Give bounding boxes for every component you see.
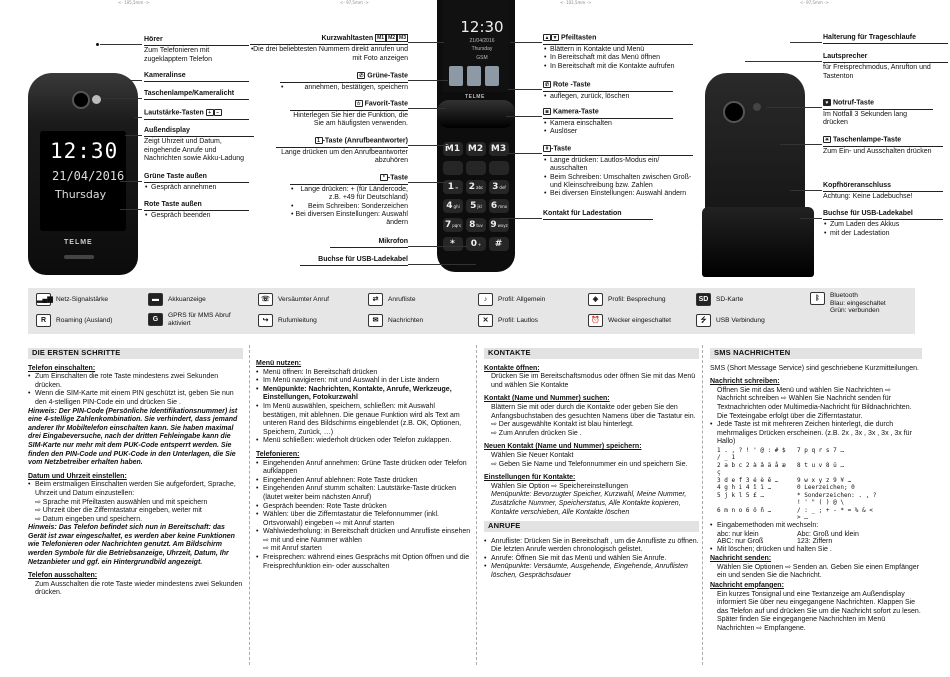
leader-line (745, 61, 822, 62)
arrow-up-icon: ▲ (544, 35, 550, 41)
leader-dot (96, 43, 99, 46)
leader-line (408, 42, 444, 43)
callout-mikrofon: Mikrofon (330, 238, 408, 249)
keypad-key[interactable]: M2 (466, 142, 486, 156)
leader-line (766, 107, 822, 108)
leader-line (125, 135, 142, 136)
speed-dial-photo (449, 66, 463, 86)
profile-meeting-icon: ◈ (588, 293, 603, 306)
legend-item: ᛒ Bluetooth Blau: eingeschaltet Grün: verbunden (810, 292, 886, 315)
callout-usb-buchse-right: Buchse für USB-Ladekabel • Zum Laden des Akkus • mit der Ladestation (823, 210, 943, 238)
callout-taschenlampe: Taschenlampe/Kameralicht (144, 90, 249, 101)
leader-line (506, 116, 542, 117)
brand-logo: TELME (64, 239, 93, 246)
column-divider (702, 345, 703, 665)
profile-silent-icon: ✕ (478, 314, 493, 327)
callout-pfeiltasten: ▲ ▼ Pfeiltasten • Blättern in Kontakte und Menü • In Bereitschaft mit das Menü öffnen • In Bereitschaft mit die Kontakte aufrufen (543, 34, 693, 71)
flashlight-icon: ☀ (824, 137, 830, 143)
subheading: Telefonieren: (256, 450, 300, 458)
voicemail-key-icon: 1 (315, 137, 323, 144)
keypad-key[interactable]: 0+ (466, 237, 486, 251)
roaming-icon: R (36, 314, 51, 327)
callout-usb-buchse-mid: Buchse für USB-Ladekabel (300, 256, 408, 267)
leader-line (134, 117, 142, 118)
outer-display-date: 21/04/2016 (52, 169, 125, 183)
legend-item: R Roaming (Ausland) (36, 314, 112, 327)
keypad-key[interactable]: 8tuv (466, 218, 486, 232)
callout-notruf-taste: ♥ Notruf-Taste Im Notfall 3 Sekunden lang drücken (823, 99, 933, 128)
bluetooth-icon: ᛒ (810, 292, 825, 305)
speed-dial-photo (485, 66, 499, 86)
leader-line (408, 145, 448, 146)
legend-item: ⇄ Anrufliste (368, 293, 416, 306)
callout-kopfhoerer: Kopfhöreranschluss Achtung: Keine Ladebuchse! (823, 182, 943, 202)
callout-aussendisplay: Außendisplay Zeigt Uhrzeit und Datum, eingehende Anrufe und Nachrichten sowie Akku-Ladung (144, 127, 254, 164)
leader-line (120, 209, 142, 210)
hinge (437, 100, 515, 128)
speed-dial-photo (467, 66, 481, 86)
leader-line (408, 264, 476, 265)
leader-line (790, 190, 822, 191)
call-list-icon: ⇄ (368, 293, 383, 306)
keypad-key[interactable]: M1 (443, 142, 463, 156)
battery-icon: ▬ (148, 293, 163, 306)
callout-kamera-taste: ◙ Kamera-Taste • Kamera einschalten • Auslöser (543, 108, 673, 137)
arrow-down-icon: ▼ (552, 35, 558, 41)
section-menue-telefonieren: Menü nutzen: • Menü öffnen: In Bereitschaft drücken • Im Menü navigieren: mit und Auswahl in der Liste ändern • Menüpunkte: Nachrichten, Kontakte, Anrufe, Werkzeuge, Einstellungen, Fotokurzwahl • Im Menü auswählen, speichern, schließen: mit Auswahl bestätigen, mit ablehnen. Die genaue Funktion wird als Text am unteren Rand des Bildschirms eingeblendet (z.B. OK, Optionen, Speichern, Zurück, …) • Menü schließen: wiederholt drücken oder Telefon zuklappen. Telefonieren: • Eingehenden Anruf annehmen: Grüne Taste drücken oder Telefon aufklappen • Eingehenden Anruf ablehnen: Rote Taste drücken • Eingehenden Anruf stumm schalten: Lautstärke-Taste drücken (läutet weiter beim nächsten Anruf) • Gespräch beenden: Rote Taste drücken • Wählen: über die Zifferntastatur die Telefonnummer (inkl. Ortsvorwahl) eingeben ⇨ mit Anruf starten • Wahlwiederholung: in Bereitschaft drücken und Anrufliste einsehen ⇨ mit und eine Nummer wählen ⇨ mit Anruf starten • Freisprechen: während eines Gesprächs mit Option öffnen und die Freisprechfunktion ein- oder ausschalten (256, 360, 471, 571)
phone-outer-view (28, 73, 138, 275)
legend-item: ▬ Akkuanzeige (148, 293, 206, 306)
usb-icon: ⭍ (696, 314, 711, 327)
heart-icon: ♥ (823, 99, 831, 106)
section-heading: KONTAKTE (484, 348, 699, 359)
camera-key-icon: ◙ (543, 108, 551, 115)
input-modes: abc: nur klein Abc: Groß und klein ABC: nur Groß 123: Ziffern (717, 530, 859, 546)
callout-rote-taste-aussen: Rote Taste außen • Gespräch beenden (144, 201, 249, 221)
gprs-icon: G (148, 313, 163, 326)
signal-icon: ▂▄▆ (36, 293, 51, 306)
crop-mark: <- 97,5mm -> (340, 0, 369, 5)
inner-display-time: 12:30 (460, 18, 504, 36)
plus-key-icon: + (206, 109, 214, 116)
keypad-key[interactable] (466, 161, 486, 175)
subheading: Menü nutzen: (256, 360, 302, 367)
green-key-icon: ✆ (359, 73, 364, 79)
legend-item: ✉ Nachrichten (368, 314, 423, 327)
column-divider (476, 345, 477, 665)
camera-lens (72, 91, 90, 109)
message-icon: ✉ (368, 314, 383, 327)
callout-raute-taste: # -Taste • Lange drücken: Lautlos-Modus ein/ ausschalten • Beim Schreiben: Umschalten zwischen Groß- und Kleinschreibung bzw. Zahlen • Bei diversen Einstellungen: Auswahl ändern (543, 145, 693, 199)
legend-item: ↪ Rufumleitung (258, 314, 317, 327)
callout-favorit-taste: ☆ Favorit-Taste Hinterlegen Sie hier die Funktion, die Sie am häufigsten verwenden. (290, 100, 408, 129)
legend-item: ◈ Profil: Besprechung (588, 293, 666, 306)
leader-line (120, 181, 142, 182)
lanyard-slot (64, 255, 94, 259)
hash-key-icon: # (543, 145, 551, 152)
keypad-key[interactable]: M3 (489, 142, 509, 156)
inner-display-network: GSM (476, 55, 488, 61)
phone-open-view (437, 0, 515, 272)
leader-line (92, 80, 142, 81)
call-forward-icon: ↪ (258, 314, 273, 327)
outer-display (40, 131, 126, 231)
legend-item: ☏ Versäumter Anruf (258, 293, 329, 306)
inner-display-date: 21/04/2016 (469, 38, 495, 44)
callout-trageschlaufe: Halterung für Trageschlaufe (823, 34, 948, 45)
keypad (443, 142, 509, 251)
legend-item: G GPRS für MMS Abruf aktiviert (148, 312, 253, 327)
callout-lautstaerke: Lautstärke-Tasten + − (144, 109, 249, 121)
subheading: Telefon einschalten: (28, 364, 96, 372)
subheading: Einstellungen für Kontakte: (484, 474, 576, 482)
subheading: Telefon ausschalten: (28, 572, 98, 580)
section-erste-schritte: DIE ERSTEN SCHRITTE Telefon einschalten: • Zum Einschalten die rote Taste mindestens zwei Sekunden drücken. • Wenn die SIM-Karte mit einem PIN geschützt ist, geben Sie nun den 4-stelligen PIN-Code ein und drücken Sie . Hinweis: Der PIN-Code (Persönliche Identifikationsnummer) ist eine 4-stellige Zahlenkombination. Sie verhindert, dass jemand anderer Ihr Mobiltelefon einschalten kann. Sie haben maximal drei Eingabeversuche, nach der dritten Fehleingabe kann die SIM-Karte nur mehr mit dem PUK-Code entsperrt werden. Sie finden den PIN-Code und PUK-Code in den Unterlagen, die Sie vom Netzbetreiber erhalten haben. Datum und Uhrzeit einstellen: • Beim erstmaligen Einschalten werden Sie aufgefordert, Sprache, Uhrzeit und Datum einzustellen: ⇨ Sprache mit Pfeiltasten auswählen und mit speichern ⇨ Uhrzeit über die Zifferntastatur eingeben, weiter mit ⇨ Datum eingeben und speichern. Hinweis: Das Telefon befindet sich nun in Bereitschaft: das Gerät ist zwar eingeschaltet, es werden aber keine Funktionen wie Telefonieren oder Nachrichten genutzt. Am Bildschirm werden Symbole für die Betriebsanzeige, Uhrzeit, Datum, Ihr Netzanbieter und ggf. ein Hintergrundbild angezeigt. Telefon ausschalten: Zum Ausschalten die rote Taste wieder mindestens zwei Sekunden drücken. (28, 348, 243, 598)
subheading: Nachricht empfangen: (710, 581, 784, 589)
inner-display (443, 0, 509, 92)
subheading: Datum und Uhrzeit einstellen: (28, 472, 127, 480)
missed-call-icon: ☏ (258, 293, 273, 306)
keypad-key[interactable]: 4ghi (443, 199, 463, 213)
star-key-icon: * (380, 174, 388, 181)
red-key-icon: ✆ (544, 82, 550, 88)
star-icon: ☆ (356, 101, 361, 107)
keypad-key[interactable] (443, 161, 463, 175)
keypad-key[interactable]: # (489, 237, 509, 251)
section-kontakte: KONTAKTE Kontakte öffnen: Drücken Sie im Bereitschaftsmodus oder öffnen Sie mit das Menü und wählen Sie Kontakte Kontakt (Name und Nummer) suchen: Blättern Sie mit oder durch die Kontakte oder geben Sie den Anfangsbuchstaben des gesuchten Namens über die Tastatur ein. ⇨ Der ausgewählte Kontakt ist blau hinterlegt. ⇨ Zum Anrufen drücken Sie . Neuen Kontakt (Name und Nummer) speichern: Wählen Sie Neuer Kontakt ⇨ Geben Sie Name und Telefonnummer ein und speichern Sie. Einstellungen für Kontakte: Wählen Sie Option ⇨ Speichereinstellungen Menüpunkte: Bevorzugter Speicher, Kurzwahl, Meine Nummer, Zusätzliche Nummer, Speicherstatus, Alle Kontakte kopieren, Kontakte verschieben, Alle Kontakte löschen ANRUFE • Anrufliste: Drücken Sie in Bereitschaft , um die Anrufliste zu öffnen. Die letzten Anrufe werden chronologisch gelistet. • Anrufe: Öffnen Sie mit das Menü und wählen Sie Anrufe. • Menüpunkte: Versäumte, Ausgehende, Eingehende, Anruflisten löschen, Gesprächsdauer (484, 348, 699, 581)
callout-anrufbeantworter: 1 -Taste (Anrufbeantworter) Lange drücken um den Anrufbeantworter abzuhören (276, 137, 408, 166)
leader-line (408, 182, 448, 183)
callout-gruene-taste: ✆ Grüne-Taste • annehmen, bestätigen, speichern (280, 72, 408, 92)
legend-item: ⭍ USB Verbindung (696, 314, 765, 327)
subheading: Nachricht senden: (710, 555, 772, 563)
leader-line (510, 42, 542, 43)
minus-key-icon: − (214, 109, 222, 116)
profile-general-icon: ♪ (478, 293, 493, 306)
leader-line (790, 42, 822, 43)
keypad-key[interactable]: 3def (489, 180, 509, 194)
leader-line (408, 246, 468, 247)
character-table: 1 . , ? ! ' @ : # $ / _ 1 7 p q r s 7 … 2 a b c 2 à â ä å æ ç 8 t u v 8 ü … 3 d e f 3 é è ê … 9 w x y z 9 ¥ … 4 g h i 4 î ï … 0 Leerzeichen; 0 5 j k l 5 £ … * Sonderzeichen: . , ? ! ' " ( ) @ \ 6 m n o 6 ö ñ … / : _ ; + - * = % & < > … (717, 446, 877, 522)
section-heading: ANRUFE (484, 521, 699, 532)
leader-line (100, 44, 142, 45)
legend-item: ✕ Profil: Lautlos (478, 314, 538, 327)
flashlight (92, 95, 101, 104)
alarm-icon: ⏰ (588, 314, 603, 327)
callout-ladestation-kontakt: Kontakt für Ladestation (543, 210, 653, 221)
callout-gruene-taste-aussen: Grüne Taste außen • Gespräch annehmen (144, 173, 249, 193)
leader-line (800, 218, 822, 219)
legend-item: ▂▄▆ Netz-Signalstärke (36, 293, 108, 306)
legend-item: ♪ Profil: Allgemein (478, 293, 545, 306)
column-divider (249, 345, 250, 665)
charging-cradle (702, 207, 814, 277)
keypad-key[interactable]: 6mno (490, 201, 508, 211)
keypad-key[interactable]: * (443, 237, 463, 251)
keypad-key[interactable]: 5jkl (466, 199, 486, 213)
leader-line (408, 108, 446, 109)
keypad-key[interactable] (489, 161, 509, 175)
legend-item: ⏰ Wecker eingeschaltet (588, 314, 671, 327)
subheading: Neuen Kontakt (Name und Nummer) speichern: (484, 443, 642, 451)
subheading: Kontakt (Name und Nummer) suchen: (484, 395, 610, 403)
subheading: Nachricht schreiben: (710, 378, 780, 386)
crop-mark: <- 105,5mm -> (118, 0, 150, 5)
speaker-grille (723, 101, 745, 123)
callout-stern-taste: * -Taste • Lange drücken: + (für Ländercode, z.B. +49 für Deutschland) • Beim Schreiben: Sonderzeichen • Bei diversen Einstellungen: Auswahl ändern (290, 174, 408, 228)
keypad-key[interactable]: 7pqrs (444, 220, 462, 230)
section-heading: SMS NACHRICHTEN (710, 348, 922, 359)
brand-logo: TELME (465, 94, 485, 100)
leader-line (102, 98, 142, 99)
subheading: Kontakte öffnen: (484, 364, 540, 372)
leader-line (508, 89, 542, 90)
callout-rote-taste: ✆ Rote -Taste • auflegen, zurück, löschen (543, 81, 673, 101)
callout-lautsprecher: Lautsprecher für Freisprechmodus, Anrufton und Tastenton (823, 53, 948, 81)
leader-line (408, 80, 448, 81)
section-sms: SMS NACHRICHTEN SMS (Short Message Service) sind geschriebene Kurzmitteilungen. Nachricht schreiben: Öffnen Sie mit das Menü und wählen Sie Nachrichten ⇨ Nachricht schreiben ⇨ Wählen Sie Nachricht senden für Textnachrichten oder Multimedia-Nachricht für Bildnachrichten. Die Texteingabe erfolgt über die Zifferntastatur. • Jede Taste ist mit mehreren Zeichen hinterlegt, die durch mehrmaliges Drücken erscheinen. (z.B. 2x , 3x , 3x , 3x , 3x für Hallo) 1 . , ? ! ' @ : # $ / _ 1 7 p q r s 7 … 2 a b c 2 à â ä å æ ç 8 t u v 8 ü … 3 d e f 3 é è ê … 9 w x y z 9 ¥ … 4 g h i 4 î ï … 0 Leerzeichen; 0 5 j k l 5 £ … * Sonderzeichen: . , ? ! ' " ( ) @ \ 6 m n o 6 ö ñ … / : _ ; + - * = % & < > … • Eingabemethoden mit wechseln: abc: nur klein Abc: Groß und klein ABC: nur Groß 123: Ziffern • Mit löschen; drücken und halten Sie . Nachricht senden: Wählen Sie Optionen ⇨ Senden an. Geben Sie einen Empfänger ein und senden Sie die Nachricht. Nachricht empfangen: Ein kurzes Tonsignal und eine Textanzeige am Außendisplay informiert Sie über neu eingegangene Nachrichten. Klappen Sie das Telefon auf und drücken Sie um die Nachricht sofort zu lesen. Später finden Sie eingegangene Nachrichten im Menü Nachrichten ⇨ Empfangene. (710, 348, 922, 633)
outer-display-time: 12:30 (50, 139, 119, 163)
keypad-key[interactable]: 1∞ (443, 180, 463, 194)
leader-line (508, 153, 542, 154)
legend-item: SD SD-Karte (696, 293, 743, 306)
crop-mark: <- 102,5mm -> (560, 0, 592, 5)
keypad-key[interactable]: 9wxyz (490, 220, 508, 230)
outer-display-day: Thursday (55, 188, 107, 201)
callout-hoerer: Hörer Zum Telefonieren mit zugeklapptem Telefon (144, 36, 249, 64)
leader-line (780, 144, 822, 145)
keypad-key[interactable]: 2abc (466, 180, 486, 194)
emergency-button (753, 103, 761, 111)
status-icon-legend (28, 288, 915, 334)
section-heading: DIE ERSTEN SCHRITTE (28, 348, 243, 359)
sd-card-icon: SD (696, 293, 711, 306)
inner-display-day: Thursday (471, 46, 493, 52)
crop-mark: <- 97,5mm -> (800, 0, 829, 5)
callout-taschenlampe-taste: ☀ Taschenlampe-Taste Zum Ein- und Ausschalten drücken (823, 136, 943, 156)
callout-kameralinse: Kameralinse (144, 72, 249, 83)
leader-line (500, 218, 542, 219)
callout-kurzwahltasten: Kurzwahltasten M1 M2 M3 • Die drei beliebtesten Nummern direkt anrufen und mit Foto anzeigen (250, 34, 408, 63)
